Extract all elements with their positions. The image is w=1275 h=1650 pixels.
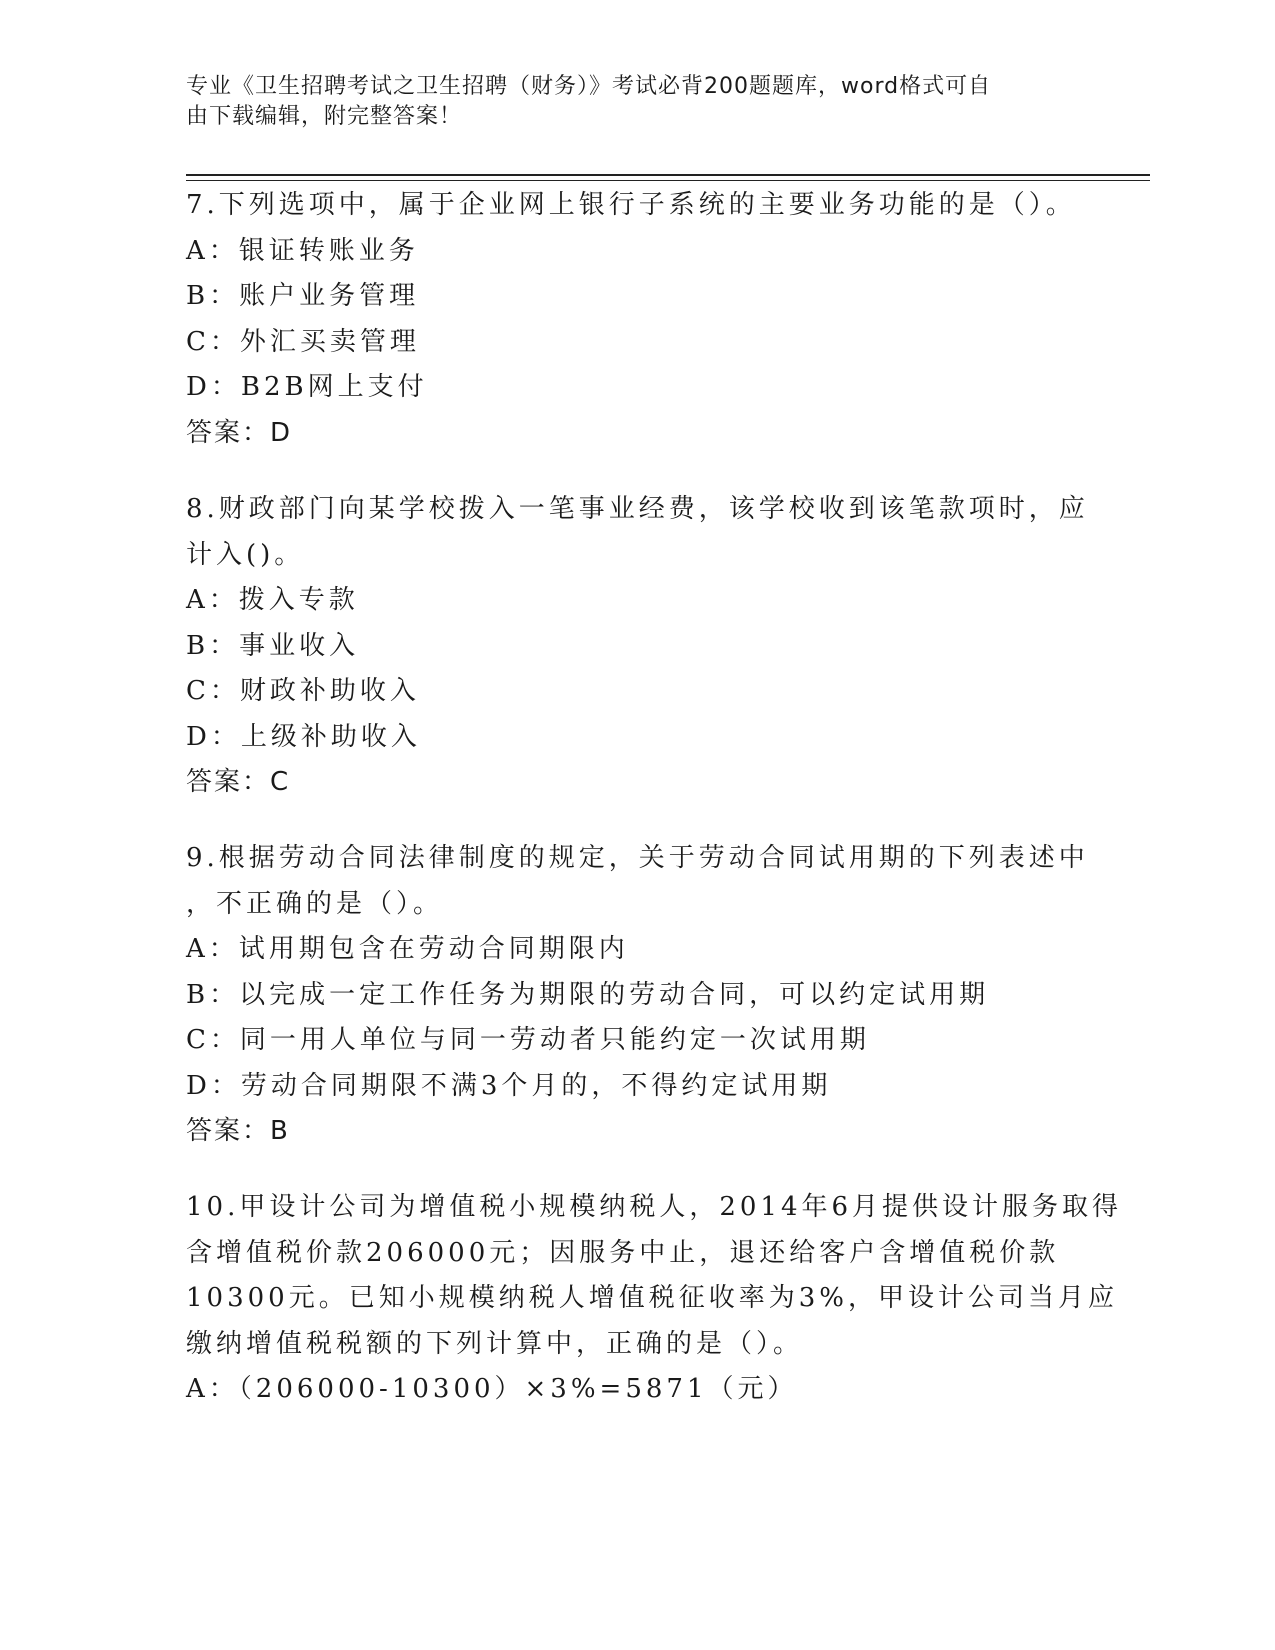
option-a: A：银证转账业务	[186, 235, 419, 266]
header-line-2: 由下载编辑，附完整答案！	[186, 104, 463, 129]
option-a: A：拨入专款	[186, 585, 359, 615]
answer: 答案：B	[186, 1116, 290, 1146]
option-a: A：试用期包含在劳动合同期限内	[186, 934, 629, 964]
question-stem: 10.甲设计公司为增值税小规模纳税人，2014年6月提供设计服务取得	[186, 1192, 1123, 1222]
option-d: D：劳动合同期限不满3个月的，不得约定试用期	[186, 1070, 832, 1101]
header-line-1: 专业《卫生招聘考试之卫生招聘（财务）》考试必背200题题库，word格式可自	[186, 74, 992, 99]
option-b: B：账户业务管理	[186, 281, 420, 311]
option-d: D：上级补助收入	[186, 721, 421, 752]
answer: 答案：C	[186, 767, 291, 797]
option-c: C：外汇买卖管理	[186, 326, 420, 357]
option-c: C：财政补助收入	[186, 676, 420, 706]
question-stem-cont: 10300元。已知小规模纳税人增值税征收率为3%，甲设计公司当月应	[186, 1283, 1118, 1313]
header-divider-thin	[186, 180, 1150, 181]
option-c: C：同一用人单位与同一劳动者只能约定一次试用期	[186, 1025, 870, 1055]
question-10	[186, 1185, 1123, 1413]
option-d: D：B2B网上支付	[186, 372, 428, 402]
option-a: A：（206000-10300）×3%=5871（元）	[186, 1374, 798, 1404]
option-b: B：以完成一定工作任务为期限的劳动合同，可以约定试用期	[186, 979, 990, 1010]
question-stem-cont: 缴纳增值税税额的下列计算中，正确的是（）。	[186, 1328, 804, 1359]
question-stem-cont: 含增值税价款206000元；因服务中止，退还给客户含增值税价款	[186, 1237, 1060, 1268]
question-stem: 9.根据劳动合同法律制度的规定，关于劳动合同试用期的下列表述中	[186, 843, 1089, 873]
question-stem-cont: ，不正确的是（）。	[186, 888, 444, 919]
option-b: B：事业收入	[186, 630, 360, 661]
question-stem-cont: 计入()。	[186, 539, 305, 570]
question-stem: 8.财政部门向某学校拨入一笔事业经费，该学校收到该笔款项时，应	[186, 494, 1089, 524]
question-stem: 7.下列选项中，属于企业网上银行子系统的主要业务功能的是（）。	[186, 190, 1076, 220]
question-8	[186, 487, 1089, 806]
document-header	[186, 72, 1066, 132]
question-9	[186, 836, 1089, 1155]
header-divider	[186, 174, 1150, 176]
question-7	[186, 183, 1076, 456]
answer: 答案：D	[186, 417, 293, 448]
